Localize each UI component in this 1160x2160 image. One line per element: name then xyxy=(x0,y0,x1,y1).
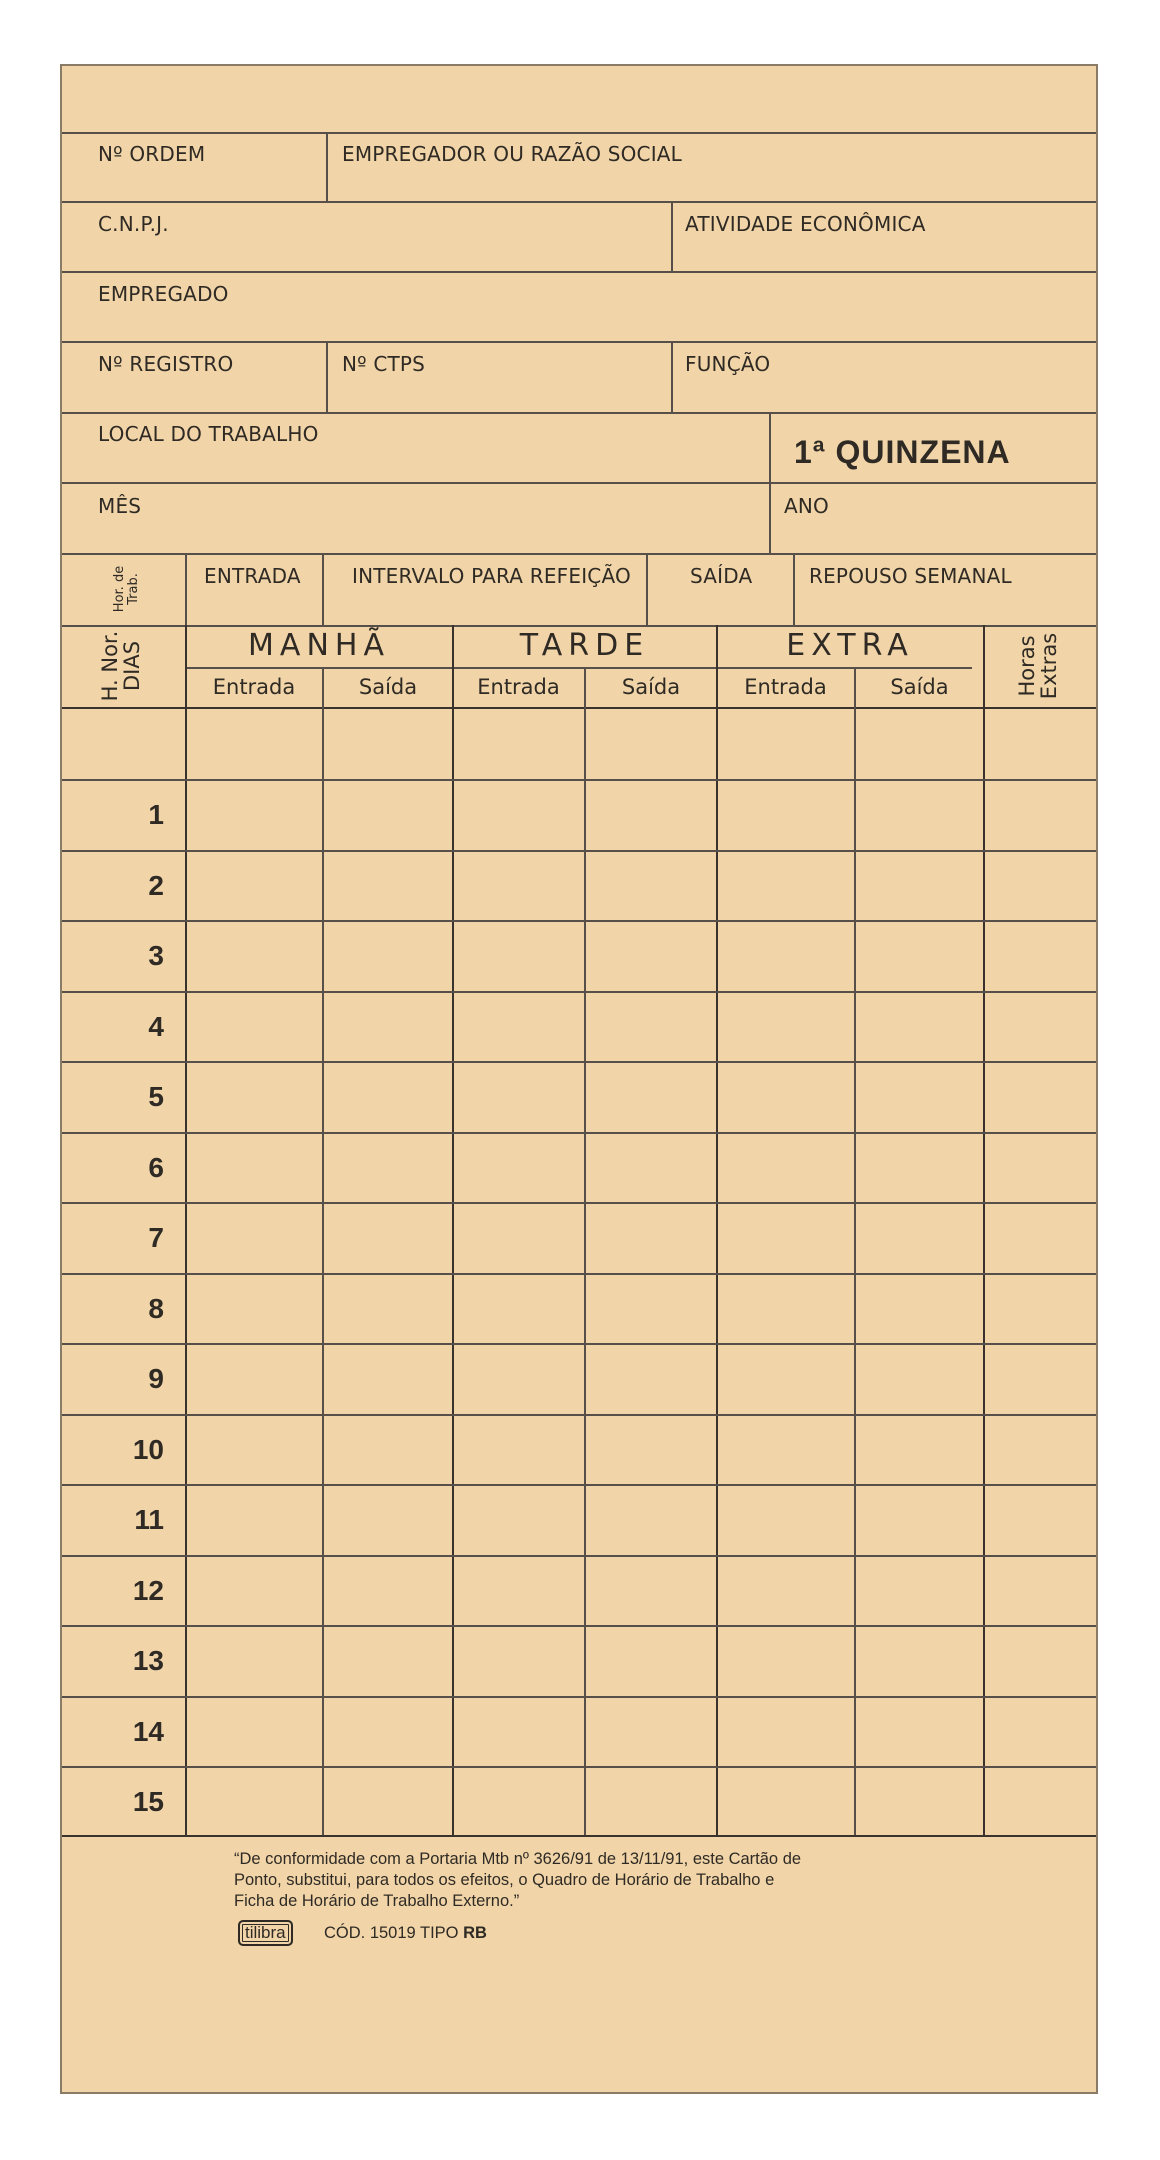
divider xyxy=(185,553,187,625)
quinzena-title: 1ª QUINZENA xyxy=(794,434,1011,470)
manha-saida-label: Saída xyxy=(358,675,418,699)
divider xyxy=(326,132,328,201)
saida-label: SAÍDA xyxy=(690,564,753,588)
row-rule xyxy=(62,1414,1096,1416)
registro-label: Nº REGISTRO xyxy=(98,352,234,376)
tarde-label: TARDE xyxy=(519,628,650,663)
funcao-label: FUNÇÃO xyxy=(685,352,771,376)
entrada-label: ENTRADA xyxy=(204,564,301,588)
empregado-label: EMPREGADO xyxy=(98,282,229,306)
ctps-label: Nº CTPS xyxy=(342,352,426,376)
column-line xyxy=(983,625,985,1836)
row-rule xyxy=(62,1202,1096,1204)
rule xyxy=(62,341,1096,343)
row-rule xyxy=(62,1132,1096,1134)
rule xyxy=(62,201,1096,203)
day-number: 8 xyxy=(148,1293,164,1324)
rule xyxy=(62,553,1096,555)
row-rule xyxy=(62,1696,1096,1698)
day-number: 2 xyxy=(148,870,164,901)
repouso-label: REPOUSO SEMANAL xyxy=(809,564,1012,588)
product-type: RB xyxy=(463,1924,487,1942)
divider xyxy=(646,553,648,625)
row-rule xyxy=(62,920,1096,922)
day-number: 5 xyxy=(148,1081,164,1112)
atividade-label: ATIVIDADE ECONÔMICA xyxy=(685,212,926,236)
horas-extras-label: Horas Extras xyxy=(1015,632,1061,700)
divider xyxy=(326,341,328,412)
cnpj-label: C.N.P.J. xyxy=(98,212,169,236)
footer-text-line-3: Ficha de Horário de Trabalho Externo.” xyxy=(234,1892,520,1910)
hor-trab-label: Hor. de Trab. xyxy=(112,565,141,613)
day-number: 6 xyxy=(148,1152,164,1183)
column-line xyxy=(584,667,586,1836)
divider xyxy=(322,553,324,625)
time-card xyxy=(60,64,1098,2094)
table-header-rule xyxy=(62,707,1096,709)
row-rule xyxy=(62,1061,1096,1063)
day-number: 1 xyxy=(148,799,164,830)
row-rule xyxy=(62,1484,1096,1486)
extra-entrada-label: Entrada xyxy=(744,675,827,699)
empregador-label: EMPREGADOR OU RAZÃO SOCIAL xyxy=(342,142,683,166)
rule xyxy=(62,271,1096,273)
mes-label: MÊS xyxy=(98,494,142,518)
row-rule xyxy=(62,850,1096,852)
divider xyxy=(671,341,673,412)
day-number: 11 xyxy=(134,1504,164,1535)
ano-label: ANO xyxy=(784,494,829,518)
tilibra-logo: tilibra xyxy=(238,1920,293,1946)
row-rule xyxy=(62,1273,1096,1275)
tarde-entrada-label: Entrada xyxy=(477,675,560,699)
row-rule xyxy=(62,991,1096,993)
product-code-text: CÓD. 15019 TIPO xyxy=(324,1924,459,1942)
tarde-saida-label: Saída xyxy=(621,675,681,699)
local-label: LOCAL DO TRABALHO xyxy=(98,422,319,446)
rule xyxy=(62,482,1096,484)
column-line xyxy=(452,625,454,1836)
divider xyxy=(671,201,673,271)
divider xyxy=(793,553,795,625)
rule xyxy=(62,412,1096,414)
intervalo-label: INTERVALO PARA REFEIÇÃO xyxy=(352,564,631,588)
ordem-label: Nº ORDEM xyxy=(98,142,206,166)
row-rule xyxy=(62,1766,1096,1768)
rule xyxy=(62,625,1096,627)
day-number: 10 xyxy=(132,1434,164,1465)
day-number: 4 xyxy=(148,1011,164,1042)
row-rule xyxy=(62,1625,1096,1627)
footer-text-line-2: Ponto, substitui, para todos os efeitos, o Quadro de Horário de Trabalho e xyxy=(234,1871,775,1889)
day-number: 15 xyxy=(132,1786,164,1817)
manha-label: MANHÃ xyxy=(248,628,390,663)
extra-label: EXTRA xyxy=(786,628,914,663)
rule xyxy=(62,132,1096,134)
manha-entrada-label: Entrada xyxy=(212,675,296,699)
product-code xyxy=(324,1924,487,1943)
day-number: 12 xyxy=(132,1575,164,1606)
column-line xyxy=(854,667,856,1836)
footer-text-line-1: “De conformidade com a Portaria Mtb nº 3626/91 de 13/11/91, este Cartão de xyxy=(234,1850,802,1868)
row-rule xyxy=(62,1343,1096,1345)
column-line xyxy=(322,667,324,1836)
table-bottom-rule xyxy=(62,1835,1096,1837)
day-number: 7 xyxy=(148,1222,164,1253)
day-number: 3 xyxy=(148,940,164,971)
extra-saida-label: Saída xyxy=(890,675,949,699)
column-line xyxy=(716,625,718,1836)
day-number: 14 xyxy=(132,1716,164,1747)
day-number: 13 xyxy=(132,1645,164,1676)
divider xyxy=(769,412,771,553)
row-rule xyxy=(62,1555,1096,1557)
row-rule xyxy=(62,779,1096,781)
column-line xyxy=(185,625,187,1836)
day-number: 9 xyxy=(148,1363,164,1394)
dias-label: H. Nor. DIAS xyxy=(98,630,144,702)
